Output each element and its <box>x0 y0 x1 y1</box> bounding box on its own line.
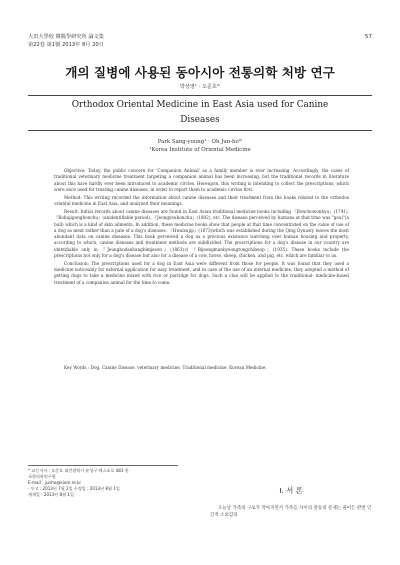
authors-korean: 박상영¹ · 오준호²⁾ <box>179 84 221 90</box>
body-text: 오늘날 가족의 구로가 작아지면서 가족들 사이의 갈등의 문제는 줄어든 반면 인간적 소외감과 <box>210 506 372 519</box>
abstract <box>54 168 349 288</box>
footnote-divider <box>28 465 178 466</box>
footnote-publish-date: 게재일 : 2013년 8월 1일 <box>28 491 74 497</box>
title-korean: 개의 질병에 사용된 동아시아 전통의학 처방 연구 <box>65 65 335 80</box>
footnote-line: * 교신저자 : 오준호 대전광역시 유성구 엑스포로 483 한 <box>28 468 129 473</box>
page-number: 57 <box>364 34 372 40</box>
footnote-dates: · 투고 : 2013년 7월 2일 수정일 : 2013년 8월 1일 <box>28 485 120 491</box>
journal-name: 大田大學校 韓醫學硏究所 論文集 <box>28 34 104 40</box>
authors-english: Park Sang-young¹ · Oh Jun-ho²⁾ <box>157 139 243 145</box>
footnote-email: E-mail : junho@kiom.re.kr <box>28 479 82 485</box>
abstract-method: Method: This writing recorded the information about canine diseases and their treatment from the books related to the orthodox oriental medicine in East Asia, and analyzed their meanings. <box>54 194 349 207</box>
title-divider-top <box>28 95 372 96</box>
keywords: Key Words : Dog, Canine Disease, veterinary medicine, Traditional medicine, Korean Medicine. <box>64 365 267 370</box>
abstract-result: Result: Initial records about canine diseases are found in East Asian traditional medicine books including 『Bonchowonbyu』(1741), 『Bohujigongbonchu』(anidentifiable period), 『Jeongyeubonchu』(1802), etc. The disease perceived by humans at that time was "goui"(a bull) which is a kind of skin ailments. In addition, these medicine books show that people at that time concentrated on the value of use of a dog as meat rather than a pale of a dog's diseases. 『Hwalsujip』(1673)which was established during the Qing Dynasty leaves the most abundant data on canine diseases. This book perceived a dog as a precious existence watching over human housing and property, according to which, canine diseases and treatment methods are subdivided. The prescriptions for a dog's disease in our country are identifiable only in 『Jeungbodaebangbimjeson』(1863)과 『Bijeongmanbyeongtongchibeop』(1935). These books include the prescriptions not only for a dog's disease but also for a disease of a cow, horse, sheep, chicken, and pig, etc. which are familiar to us. <box>54 209 349 258</box>
section-heading: I. 서 론 <box>279 486 303 495</box>
affiliation: ¹Korea Institute of Oriental Medicine <box>149 147 251 153</box>
title-english: Orthodox Oriental Medicine in East Asia used for Canine Diseases <box>71 100 329 125</box>
abstract-objective: Objective: Today, the public concern for 'Companion Animal' as a family member is ever increasing. Accordingly, the cases of traditional veterinary medicine treatment targeting a companion animal has been increasing, but the traditional records in literature about this have hardly ever been introduced to academic circles. Hereupon, this writing is intending to collect the prescriptions, which were once used for treating canine diseases, in order to report them to academic circles first. <box>54 168 349 192</box>
footnote-line: 국한의학연구원 <box>28 473 56 479</box>
journal-header <box>28 34 104 49</box>
footnote <box>28 468 178 498</box>
abstract-conclusion: Conclusion: The prescriptions used for a dog in East Asia were different from those for people. It was found that they used a medicine noticeably for external application for easy treatment, and in case of the use of an internal medicine, they adopted a method of getting dogs to take a medicine mixed with rice or porridge for dogs. Such a clue will be applied to the traditional- medicine-based treatment of a companion animal for the time to come. <box>54 260 349 285</box>
author-block-english <box>0 138 400 154</box>
journal-issue: 第22卷 第1號 2013年 8月 20日 <box>28 41 104 48</box>
title-divider-bottom <box>28 130 372 131</box>
